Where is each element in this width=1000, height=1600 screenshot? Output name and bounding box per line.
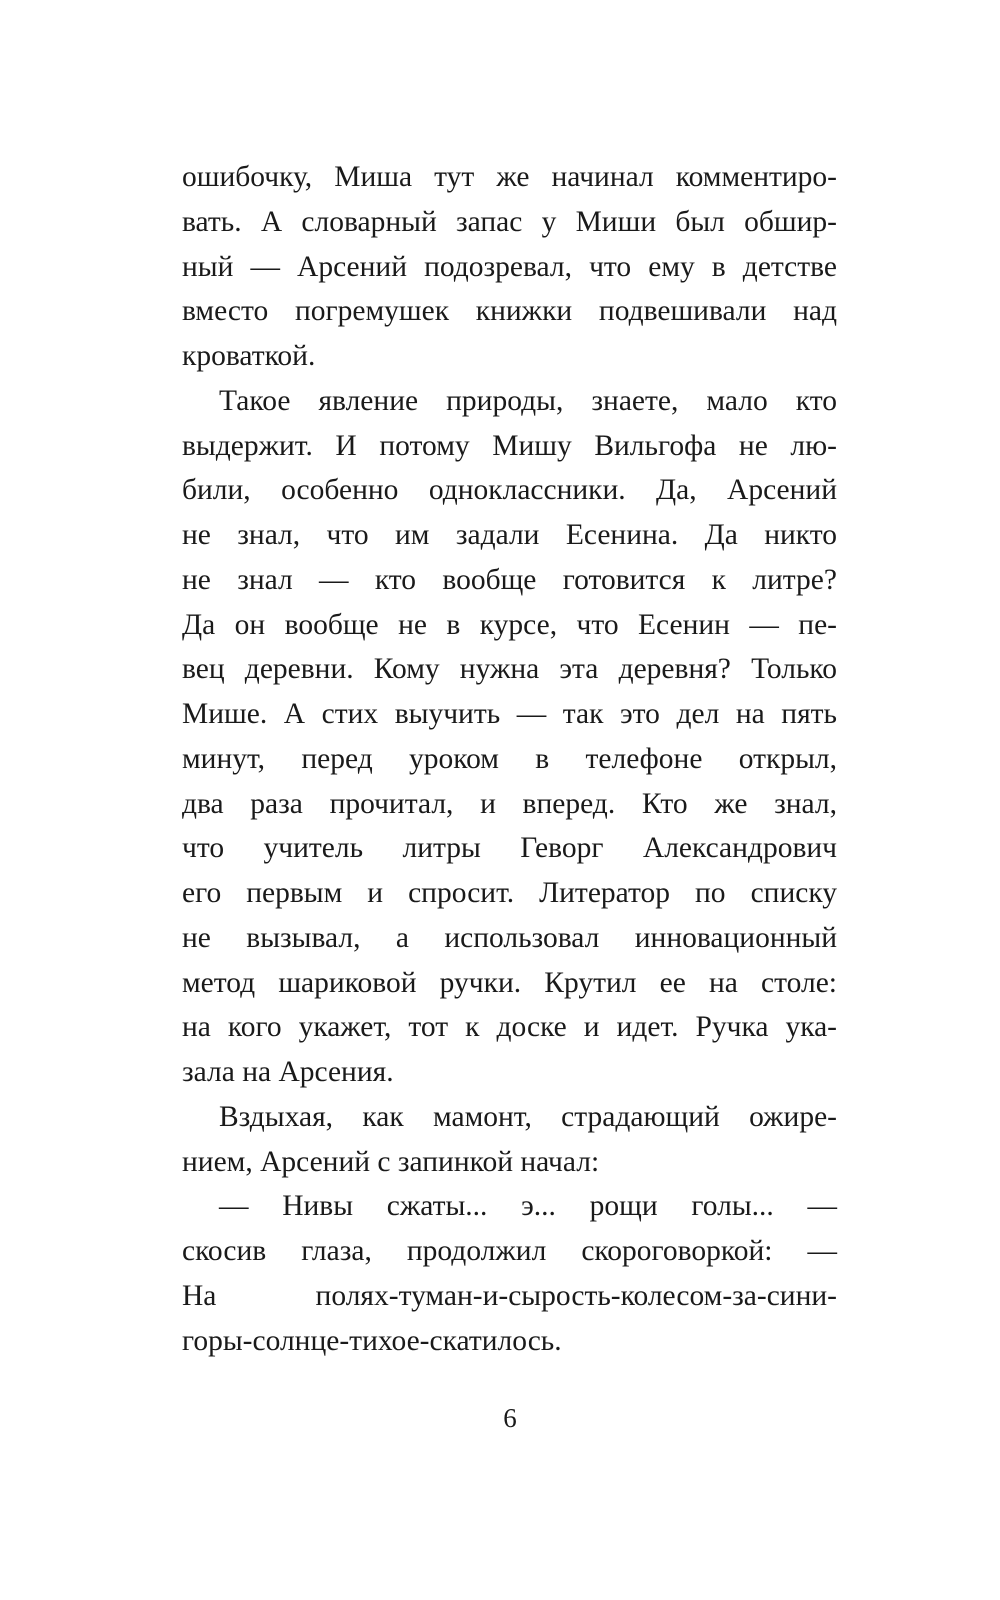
- text-line: На полях-туман-и-сырость-колесом-за-сини-: [182, 1279, 837, 1312]
- text-line: вместо погремушек книжки подвешивали над: [182, 295, 837, 328]
- text-line: вать. А словарный запас у Миши был обшир-: [182, 205, 837, 238]
- body-text: [182, 155, 837, 1363]
- text-line: что учитель литры Геворг Александрович: [182, 832, 837, 865]
- text-line: не знал, что им задали Есенина. Да никто: [182, 519, 837, 551]
- text-line: ный — Арсений подозревал, что ему в детстве: [182, 250, 837, 283]
- text-line: нием, Арсений с запинкой начал:: [182, 1145, 600, 1178]
- page-number: 6: [503, 1403, 517, 1433]
- text-line: Вздыхая, как мамонт, страдающий ожире-: [219, 1100, 837, 1133]
- text-line: кроваткой.: [182, 340, 316, 372]
- text-line: минут, перед уроком в телефоне открыл,: [182, 742, 837, 775]
- text-line: на кого укажет, тот к доске и идет. Ручка ука-: [182, 1011, 837, 1044]
- text-line: его первым и спросит. Литератор по списку: [182, 877, 837, 909]
- text-line: вец деревни. Кому нужна эта деревня? Только: [182, 653, 837, 686]
- text-line: скосив глаза, продолжил скороговоркой: —: [182, 1235, 837, 1267]
- text-line: Да он вообще не в курсе, что Есенин — пе-: [182, 608, 837, 641]
- text-line: Такое явление природы, знаете, мало кто: [219, 384, 837, 417]
- text-line: два раза прочитал, и вперед. Кто же знал,: [182, 787, 837, 820]
- text-line: Мише. А стих выучить — так это дел на пять: [182, 698, 837, 730]
- text-line: зала на Арсения.: [182, 1056, 394, 1088]
- text-line: метод шариковой ручки. Крутил ее на столе:: [182, 966, 837, 999]
- text-line: били, особенно одноклассники. Да, Арсений: [182, 474, 837, 507]
- text-line: — Нивы сжаты... э... рощи голы... —: [219, 1190, 837, 1223]
- text-line: не знал — кто вообще готовится к литре?: [182, 563, 837, 596]
- text-line: ошибочку, Миша тут же начинал комментиро-: [182, 161, 837, 193]
- text-line: горы-солнце-тихое-скатилось.: [182, 1324, 562, 1357]
- text-line: выдержит. И потому Мишу Вильгофа не лю-: [182, 429, 837, 462]
- text-line: не вызывал, а использовал инновационный: [182, 921, 837, 954]
